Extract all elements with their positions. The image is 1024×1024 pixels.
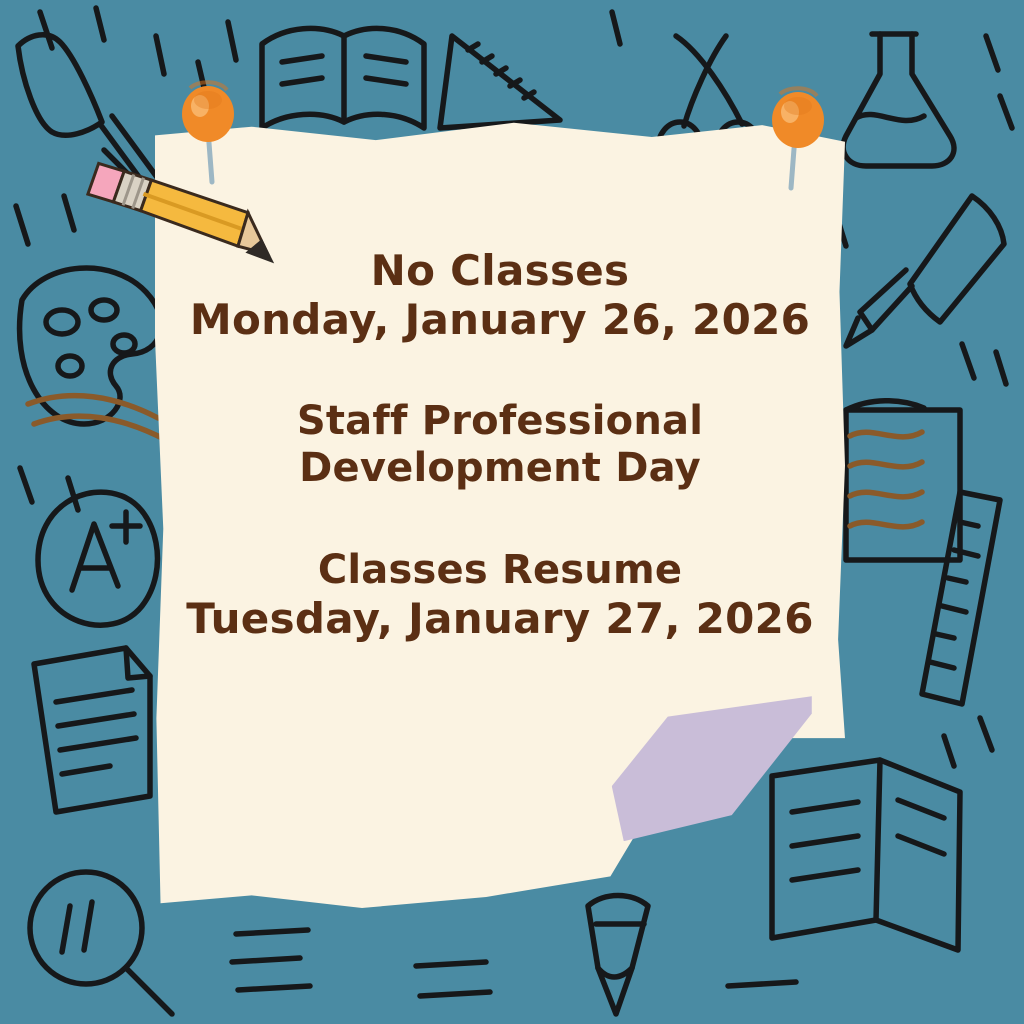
pushpin-icon-right <box>755 84 841 194</box>
resume-headline: Classes Resume <box>317 546 683 593</box>
reason-line-1: Staff Professional <box>296 398 704 445</box>
pushpin-icon-left <box>165 78 251 188</box>
headline-no-classes: No Classes <box>370 246 630 295</box>
headline-date-closed: Monday, January 26, 2026 <box>189 295 811 345</box>
resume-date: Tuesday, January 27, 2026 <box>186 593 814 643</box>
reason-line-2: Development Day <box>299 445 701 492</box>
